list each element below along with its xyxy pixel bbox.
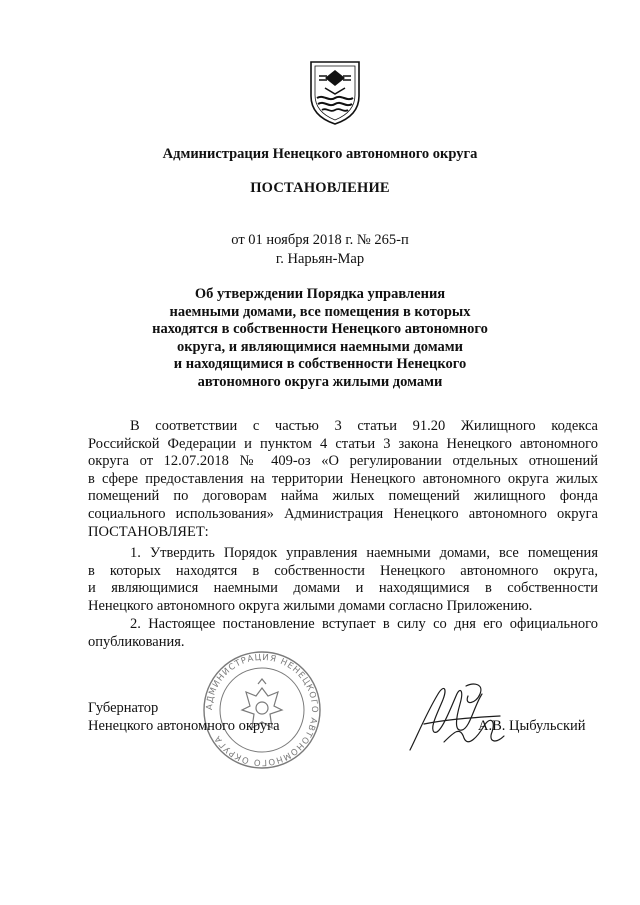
agency-name: Администрация Ненецкого автономного округа [162,146,478,162]
item-1-paragraph [88,545,598,615]
body-line: 1. Утвердить Порядок управления наемными домами, все помещения [130,545,598,561]
body-line: 2. Настоящее постановление вступает в силу со дня его официального [130,616,598,632]
subject-line: находятся в собственности Ненецкого автономного [152,321,488,338]
position-line: Губернатор [88,700,159,716]
subject-line: автономного округа жилыми домами [197,373,443,390]
body-line: Российской Федерации и пунктом 4 статьи 3 закона Ненецкого автономного [88,435,598,452]
body-line: помещений по договорам найма жилых помещений жилищного фонда [88,488,598,505]
city: г. Нарьян-Мар [275,251,365,267]
subject-line: и находящимися в собственности Ненецкого [173,356,467,373]
subject-line: наемными домами, все помещения в которых [169,303,471,320]
coat-of-arms-icon [305,58,365,126]
body-line: округа от 12.07.2018 № 409-оз «О регулировании отдельных отношений [88,453,598,470]
date-number: от 01 ноября 2018 г. № 265-п [231,232,409,248]
item-2-paragraph [88,616,598,651]
body-line: в сфере предоставления на территории Ненецкого автономного округа жилых [88,470,598,487]
body-line: В соответствии с частью 3 статьи 91.20 Жилищного кодекса [130,418,598,434]
signer-position [88,700,280,735]
stamp-text: АДМИНИСТРАЦИЯ НЕНЕЦКОГО АВТОНОМНОГО ОКРУГА [204,652,320,768]
body-line: ПОСТАНОВЛЯЕТ: [88,523,209,540]
body-line: Ненецкого автономного округа жилыми домами согласно Приложению. [88,597,533,614]
position-line: Ненецкого автономного округа [88,717,280,734]
body-line: опубликования. [88,633,185,650]
signer-name: А.В. Цыбульский [478,718,586,734]
body-line: и являющимися наемными домами и находящимися в собственности [88,580,598,597]
subject-line: Об утверждении Порядка управления [194,286,446,302]
body-line: социального использования» Администрация Ненецкого автономного округа [88,505,598,522]
document-subject [120,286,520,392]
body-line: в которых находятся в собственности Ненецкого автономного округа, [88,562,598,579]
subject-line: округа, и являющимися наемными домами [176,338,464,355]
handwritten-signature [404,676,514,756]
document-type: ПОСТАНОВЛЕНИЕ [250,180,390,196]
preamble-paragraph [88,418,598,541]
